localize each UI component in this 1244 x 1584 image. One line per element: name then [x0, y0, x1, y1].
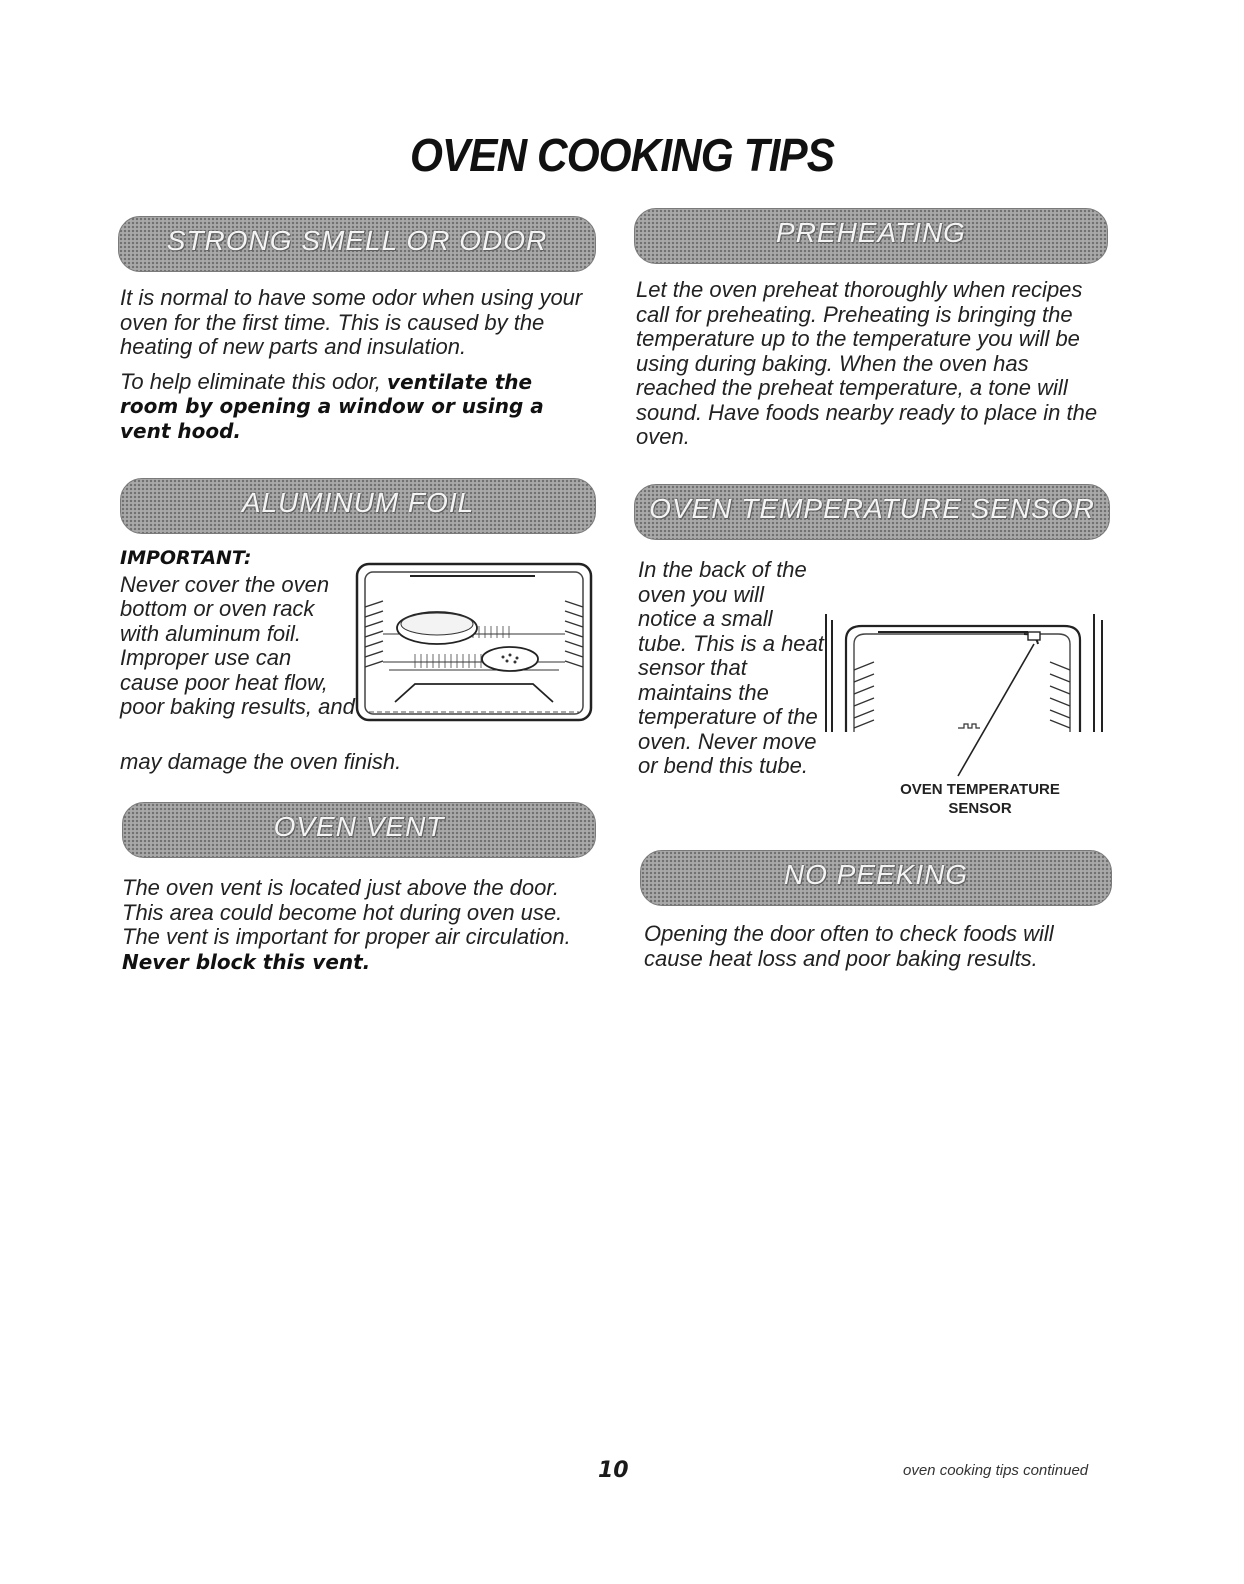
peeking-paragraph: Opening the door often to check foods will cause heat loss and poor baking results.: [644, 921, 1054, 971]
oven-sensor-illustration: [818, 610, 1108, 780]
page-title: OVEN COOKING TIPS: [409, 129, 835, 181]
sensor-paragraph: In the back of the oven you will notice a small tube. This is a heat sensor that maintains the temperature of the oven. Never move or bend this tube.: [638, 557, 824, 778]
foil-paragraph-end: may damage the oven finish.: [120, 749, 402, 774]
section-heading-sensor: OVEN TEMPERATURE SENSOR: [649, 493, 1095, 524]
foil-paragraph: Never cover the oven bottom or oven rack with aluminum foil. Improper use can cause poor heat flow, poor baking results, and: [120, 571, 355, 719]
section-heading-vent: OVEN VENT: [273, 811, 445, 842]
section-banner-sensor: [634, 484, 1110, 540]
preheating-paragraph: Let the oven preheat thoroughly when recipes call for preheating. Preheating is bringing the temperature up to the temperature you will be using during baking. When the oven has reached the preheat temperature, a tone will sound. Have foods nearby ready to place in the oven.: [636, 277, 1098, 449]
section-heading-preheating: PREHEATING: [776, 217, 966, 248]
oven-rack-illustration: [355, 562, 593, 722]
section-banner-peeking: [640, 850, 1112, 906]
odor-paragraph-1: It is normal to have some odor when using your oven for the first time. This is caused by the heating of new parts and insulation.: [120, 285, 583, 359]
sensor-caption-line-1: OVEN TEMPERATURE: [900, 781, 1060, 798]
vent-text-block: [122, 876, 598, 974]
vent-paragraph: The oven vent is located just above the door. This area could become hot during oven use. The vent is important for proper air circulation.: [122, 875, 571, 949]
page-number: 10: [598, 1458, 629, 1483]
section-heading-peeking: NO PEEKING: [783, 859, 969, 890]
section-heading-odor: STRONG SMELL OR ODOR: [166, 225, 548, 256]
section-banner-foil: [120, 478, 596, 534]
odor-paragraph-2-bold: ventilate the room by opening a window or using a vent hood.: [120, 369, 544, 443]
odor-paragraph-2-lead: To help eliminate this odor,: [120, 368, 388, 394]
continued-note: oven cooking tips continued: [903, 1462, 1089, 1479]
foil-text-block: [120, 546, 355, 720]
section-banner-preheating: [634, 208, 1108, 264]
sensor-caption-line-2: SENSOR: [948, 800, 1012, 817]
section-banner-odor: [118, 216, 596, 272]
sensor-caption: [860, 780, 1100, 818]
odor-text-block: [120, 286, 594, 453]
important-label: IMPORTANT:: [120, 547, 252, 569]
section-banner-vent: [122, 802, 596, 858]
odor-paragraph-2: [120, 370, 594, 444]
section-heading-foil: ALUMINUM FOIL: [241, 487, 475, 518]
vent-warning: Never block this vent.: [122, 949, 371, 974]
